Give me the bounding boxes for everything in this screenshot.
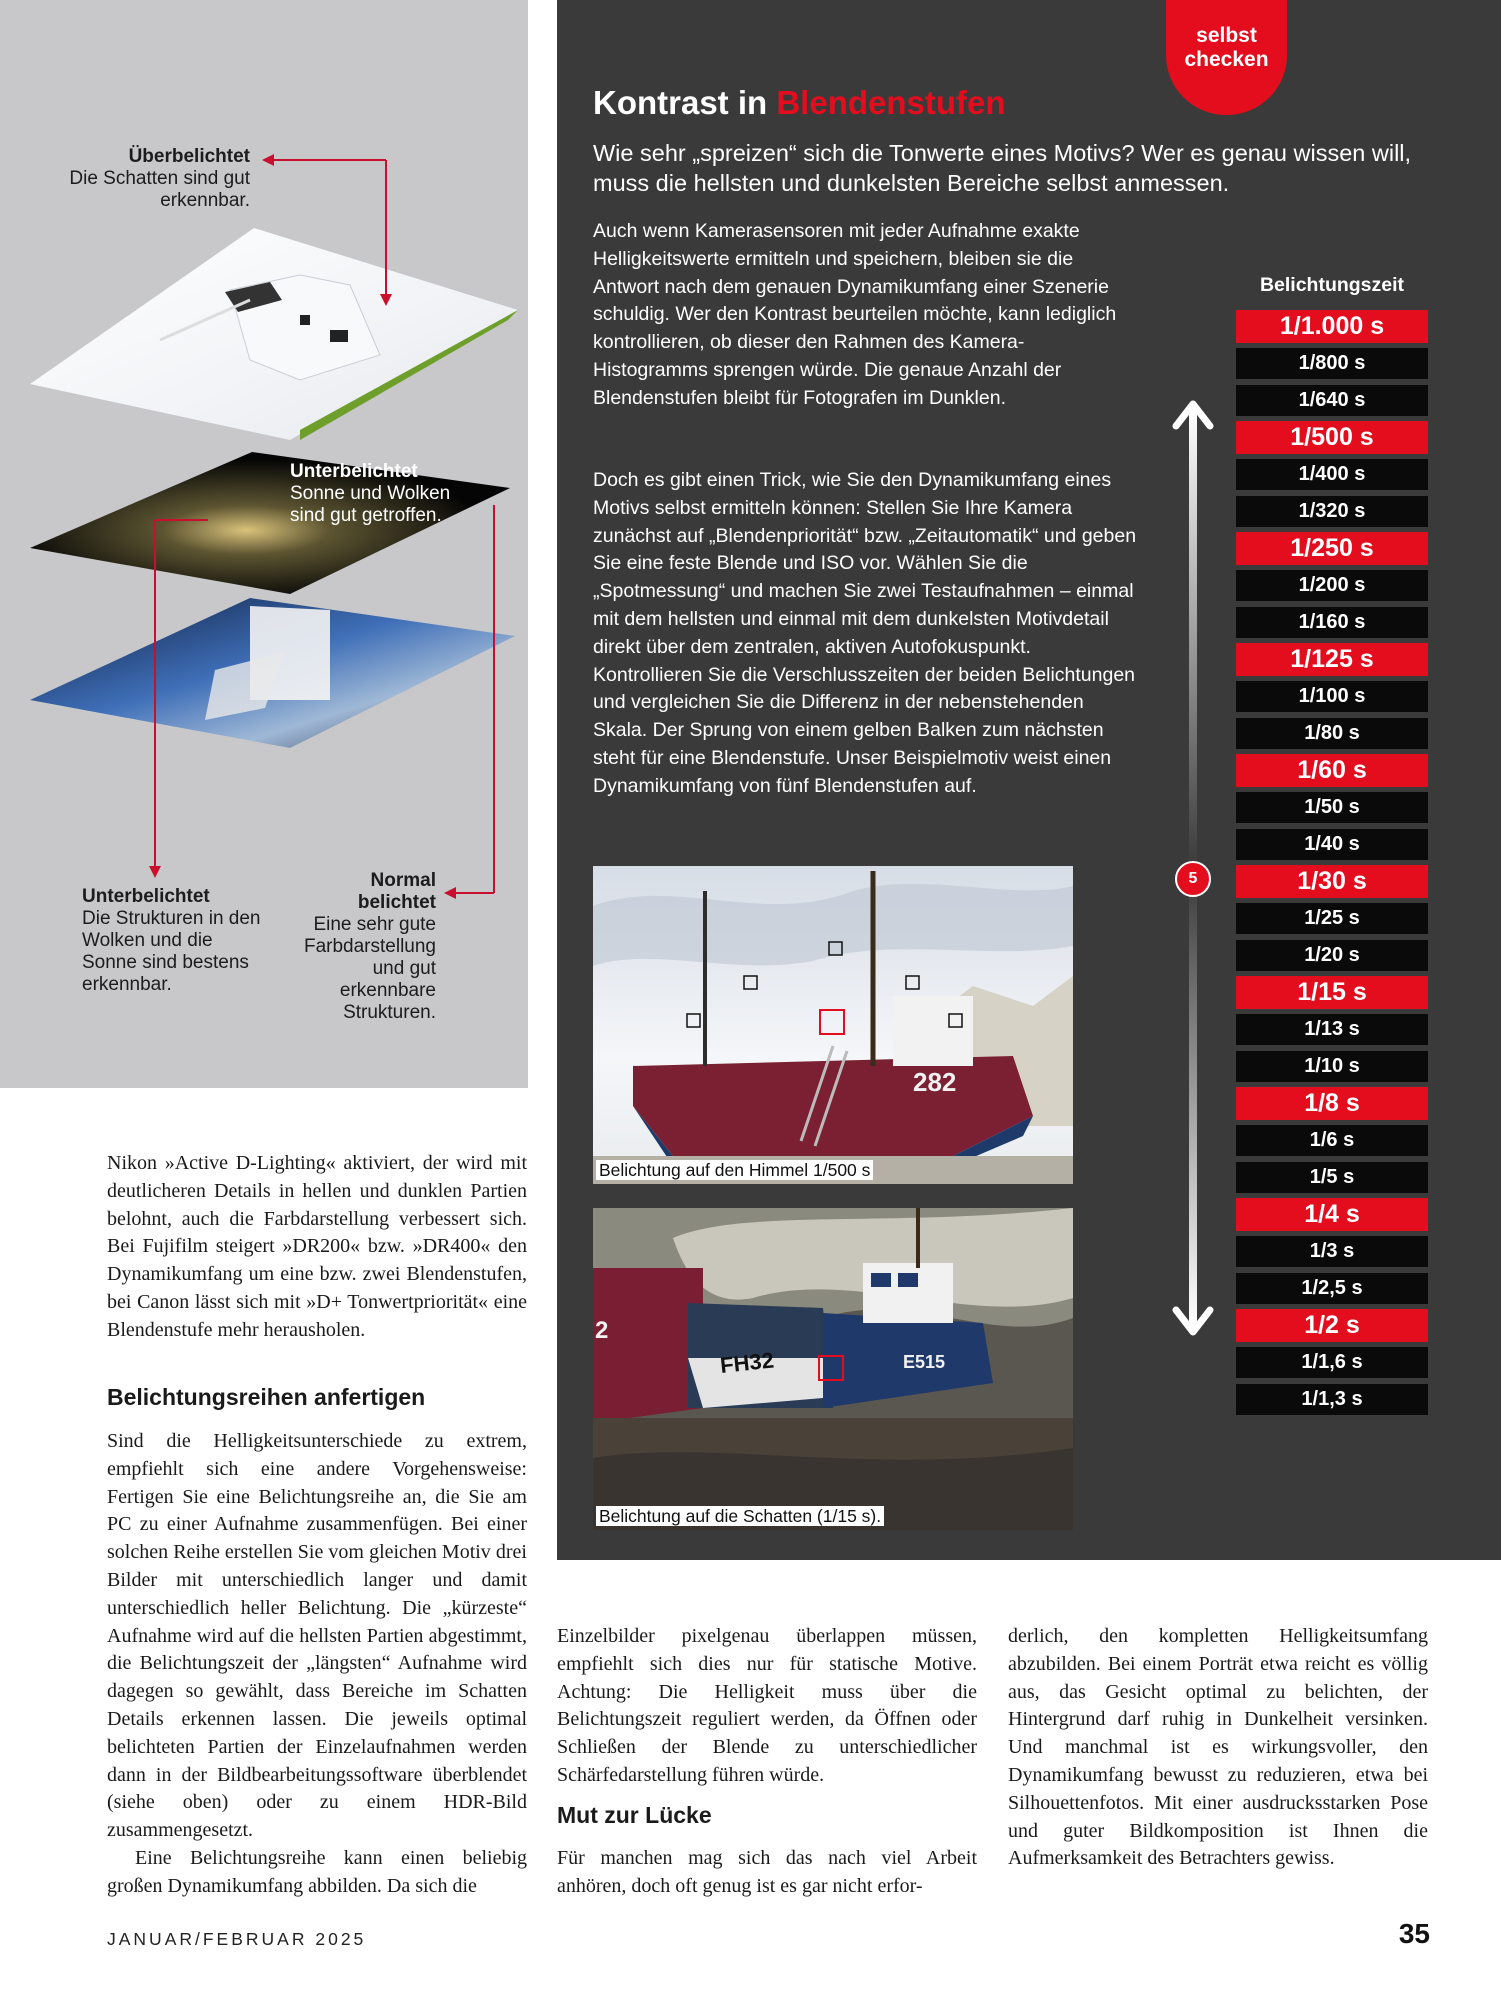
label-underexposed-sky-title: Unterbelichtet [290,461,418,482]
scale-tick: 1/100 s [1236,681,1428,712]
scale-tick: 1/800 s [1236,348,1428,379]
boat-number-282: 282 [913,1067,957,1097]
page-number: 35 [1398,1918,1430,1949]
label-normal-text: Eine sehr gute Farbdarstellung und gut erkennbare Strukturen. [303,914,436,1023]
scale-tick: 1/15 s [1236,976,1428,1009]
label-underexposed-sky-text: Sonne und Wolken sind gut getroffen. [290,483,451,526]
label-normal-title: Normal belichtet [357,870,436,913]
scale-tick: 1/20 s [1236,940,1428,971]
photo-sky-exposure [593,866,1073,1184]
scale-tick: 1/250 s [1236,532,1428,565]
scale-tick: 1/1,3 s [1236,1384,1428,1415]
badge-line-1: selbst [1196,24,1257,47]
exposure-layers-infographic [0,0,528,1088]
scale-tick: 1/1.000 s [1236,310,1428,343]
box-paragraph-2: Doch es gibt einen Trick, wie Sie den Dynamikumfang eines Motivs selbst ermitteln können: Stellen Sie Ihre Kamera zunächst auf „Blendenpriorität“ bzw. „Zeitautomatik“ und geben Sie eine feste Blende und ISO vor. Wählen Sie die „Spotmessung“ und machen Sie zwei Testaufnahmen – einmal mit dem hellsten und einmal mit dem dunkelsten Motivdetail direkt über dem zentralen, aktiven Autofokuspunkt. Kontrollieren Sie die Verschlusszeiten der beiden Belichtungen und vergleichen Sie die Differenz in der nebenstehenden Skala. Der Sprung von einem gelben Balken zum nächsten steht für eine Blendenstufe. Unser Beispielmotiv weist einen Dynamikumfang von fünf Blendenstufen auf. [593,469,1137,797]
scale-tick: 1/25 s [1236,903,1428,934]
scale-tick: 1/6 s [1236,1125,1428,1156]
scale-tick: 1/2,5 s [1236,1273,1428,1304]
label-overexposed-title: Überbelichtet [128,146,250,167]
label-overexposed-text: Die Schatten sind gut erkennbar. [69,168,250,211]
issue-date: JANUAR/FEBRUAR 2025 [107,1929,367,1949]
col1-paragraph-3: Eine Belichtungsreihe kann einen beliebig großen Dynamikumfang abbilden. Da sich die [107,1847,527,1897]
photo-1-caption: Belichtung auf den Himmel 1/500 s [596,1160,873,1180]
boat-number-edge: 2 [595,1317,609,1344]
scale-tick: 1/50 s [1236,792,1428,823]
boat-number-fh32: FH32 [718,1347,776,1378]
scale-tick: 1/400 s [1236,459,1428,490]
box-subtitle: Wie sehr „spreizen“ sich die Tonwerte eines Motivs? Wer es genau wissen will, muss die hellsten und dunkelsten Bereiche selbst anmessen. [593,140,1412,196]
box-paragraph-1: Auch wenn Kamerasensoren mit jeder Aufnahme exakte Helligkeitswerte ermitteln und speichern, bleiben sie die Antwort nach dem genauen Dynamikumfang einer Szenerie schuldig. Wer den Kontrast beurteilen möchte, kann lediglich kontrollieren, ob dieser den Rahmen des Kamera-Histogramms sprengen würde. Die genaue Anzahl der Blendenstufen bleibt für Fotografen im Dunklen. [593,220,1117,409]
col1-paragraph-2: Sind die Helligkeitsunterschiede zu extrem, empfiehlt sich eine andere Vorgehensweise: Fertigen Sie eine Belichtungsreihe an, die Sie am PC zu einer Aufnahme zusammenfügen. Bei einer solchen Reihe erstellen Sie vom gleichen Motiv drei Bilder mit unterschiedlich langer und damit unterschiedlich heller Belichtung. Die „kürzeste“ Aufnahme wird auf die hellsten Partien abgestimmt, die Belichtungszeit der „längsten“ Aufnahme wird dagegen so gewählt, dass Bereiche im Schatten Details erkennen lassen. Die jeweils optimal belichteten Partien der Einzelaufnahmen werden dann in der Bildbearbeitungssoftware überblendet (siehe oben) oder zu einem HDR-Bild zusammengesetzt. [107,1430,527,1842]
col3-paragraph-1: derlich, den kompletten Helligkeitsumfang abzubilden. Bei einem Porträt etwa reicht es völlig aus, das Gesicht optimal zu belichten, der Hintergrund darf ruhig in Dunkelheit versinken. Und manchmal ist es wirkungsvoller, den Dynamikumfang bewusst zu reduzieren, etwa bei Silhouettenfotos. Mit einer ausdrucksstarken Pose und guter Bildkomposition ist Ihnen die Aufmerksamkeit des Betrachters gewiss. [1008,1625,1428,1870]
photo-shadow-exposure [593,1208,1073,1530]
label-underexposed-clouds [82,886,262,996]
scale-tick: 1/200 s [1236,570,1428,601]
scale-tick: 1/40 s [1236,829,1428,860]
boat-photo-dark [593,1208,1073,1530]
scale-tick: 1/10 s [1236,1051,1428,1082]
label-underexposed-sky [290,461,470,527]
scale-tick: 1/640 s [1236,385,1428,416]
col2-paragraph-1: Einzelbilder pixelgenau überlappen müssen, empfiehlt sich dies nur für statische Motive. Achtung: Die Helligkeit muss über die Belichtungszeit reguliert werden, da Öffnen oder Schließen der Blende zu unterschiedlicher Schärfedarstellung führen würde. [557,1625,977,1786]
scale-header: Belichtungszeit [1259,274,1405,296]
stops-badge: 5 [1175,861,1211,897]
selbst-checken-badge [1166,0,1287,115]
scale-tick: 1/80 s [1236,718,1428,749]
label-underexposed-clouds-text: Die Strukturen in den Wolken und die Sonne sind bestens erkennbar. [82,908,261,995]
label-normal [300,870,436,1024]
col1-paragraph-1: Nikon »Active D-Lighting« aktiviert, der wird mit deutlicheren Details in hellen und dunklen Partien belohnt, auch die Farbdarstellung verbessert sich. Bei Fujifilm steigert »DR200« bzw. »DR400« den Dynamikumfang um eine bzw. zwei Blendenstufen, bei Canon lässt sich mit »D+ Tonwertpriorität« eine Blendenstufe mehr herausholen. [107,1152,527,1341]
boat-number-e515: E515 [903,1352,946,1372]
scale-tick: 1/4 s [1236,1198,1428,1231]
label-underexposed-clouds-title: Unterbelichtet [82,886,210,907]
scale-tick: 1/2 s [1236,1309,1428,1342]
box-title-part1: Kontrast in [593,84,777,121]
boat-photo-bright [593,866,1073,1184]
scale-tick: 1/8 s [1236,1087,1428,1120]
scale-tick: 1/125 s [1236,643,1428,676]
scale-tick: 1/3 s [1236,1236,1428,1267]
heading-belichtungsreihen: Belichtungsreihen anfertigen [107,1384,426,1410]
scale-tick: 1/320 s [1236,496,1428,527]
heading-mut-zur-luecke: Mut zur Lücke [557,1802,712,1828]
scale-tick: 1/1,6 s [1236,1347,1428,1378]
box-title [593,84,1006,122]
scale-tick: 1/5 s [1236,1162,1428,1193]
scale-tick: 1/13 s [1236,1014,1428,1045]
scale-tick: 1/60 s [1236,754,1428,787]
label-overexposed [60,146,250,212]
box-title-part2: Blendenstufen [776,84,1006,121]
col2-paragraph-2: Für manchen mag sich das nach viel Arbeit anhören, doch oft genug ist es gar nicht erfor- [557,1847,977,1897]
badge-line-2: checken [1184,48,1269,71]
photo-2-caption: Belichtung auf die Schatten (1/15 s). [596,1506,884,1526]
scale-tick: 1/500 s [1236,421,1428,454]
scale-tick: 1/30 s [1236,865,1428,898]
scale-tick: 1/160 s [1236,607,1428,638]
